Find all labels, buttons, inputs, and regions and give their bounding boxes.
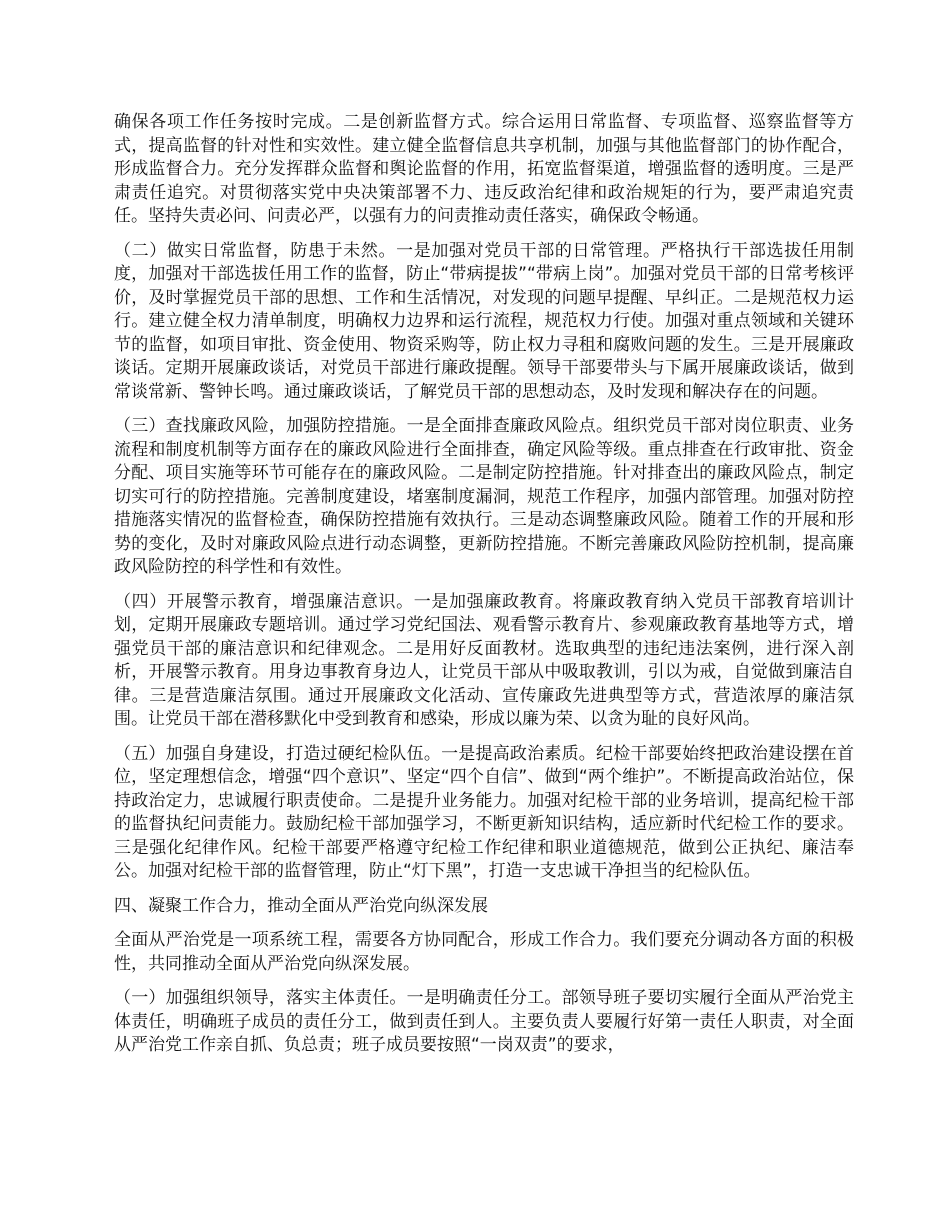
section-heading: 四、凝聚工作合力，推动全面从严治党向纵深发展 [114,895,488,916]
paragraph-organizational-leadership: （一）加强组织领导，落实主体责任。一是明确责任分工。部领导班子要切实履行全面从严治党主体责任，明确班子成员的责任分工，做到责任到人。主要负责人要履行好第一责任人职责，对全面从严治党工作亲自抓、负总责；班子成员要按照“一岗双责”的要求， [114,988,854,1055]
paragraph-warning-education: （四）开展警示教育，增强廉洁意识。一是加强廉政教育。将廉政教育纳入党员干部教育培训计划，定期开展廉政专题培训。通过学习党纪国法、观看警示教育片、参观廉政教育基地等方式，增强党员干部的廉洁意识和纪律观念。二是用好反面教材。选取典型的违纪违法案例，进行深入剖析，开展警示教育。用身边事教育身边人，让党员干部从中吸取教训，引以为戒，自觉做到廉洁自律。三是营造廉洁氛围。通过开展廉政文化活动、宣传廉政先进典型等方式，营造浓厚的廉洁氛围。让党员干部在潜移默化中受到教育和感染，形成以廉为荣、以贪为耻的良好风尚。 [114,591,854,729]
document-body [114,111,854,1069]
paragraph-self-construction: （五）加强自身建设，打造过硬纪检队伍。一是提高政治素质。纪检干部要始终把政治建设摆在首位，坚定理想信念，增强“四个意识”、坚定“四个自信”、做到“两个维护”。不断提高政治站位，保持政治定力，忠诚履行职责使命。二是提升业务能力。加强对纪检干部的业务培训，提高纪检干部的监督执纪问责能力。鼓励纪检干部加强学习，不断更新知识结构，适应新时代纪检工作的要求。三是强化纪律作风。纪检干部要严格遵守纪检工作纪律和职业道德规范，做到公正执纪、廉洁奉公。加强对纪检干部的监督管理，防止“灯下黑”，打造一支忠诚干净担当的纪检队伍。 [114,743,854,881]
paragraph-supervision-methods: 确保各项工作任务按时完成。二是创新监督方式。综合运用日常监督、专项监督、巡察监督等方式，提高监督的针对性和实效性。建立健全监督信息共享机制，加强与其他监督部门的协作配合，形成监督合力。充分发挥群众监督和舆论监督的作用，拓宽监督渠道，增强监督的透明度。三是严肃责任追究。对贯彻落实党中央决策部署不力、违反政治纪律和政治规矩的行为，要严肃追究责任。坚持失责必问、问责必严，以强有力的问责推动责任落实，确保政令畅通。 [114,112,854,226]
paragraph-section-intro: 全面从严治党是一项系统工程，需要各方协同配合，形成工作合力。我们要充分调动各方面的积极性，共同推动全面从严治党向纵深发展。 [114,930,854,974]
paragraph-daily-supervision: （二）做实日常监督，防患于未然。一是加强对党员干部的日常管理。严格执行干部选拔任用制度，加强对干部选拔任用工作的监督，防止“带病提拔”“带病上岗”。加强对党员干部的日常考核评价，及时掌握党员干部的思想、工作和生活情况，对发现的问题早提醒、早纠正。二是规范权力运行。建立健全权力清单制度，明确权力边界和运行流程，规范权力行使。加强对重点领域和关键环节的监督，如项目审批、资金使用、物资采购等，防止权力寻租和腐败问题的发生。三是开展廉政谈话。定期开展廉政谈话，对党员干部进行廉政提醒。领导干部要带头与下属开展廉政谈话，做到常谈常新、警钟长鸣。通过廉政谈话，了解党员干部的思想动态，及时发现和解决存在的问题。 [114,240,854,402]
paragraph-integrity-risk: （三）查找廉政风险，加强防控措施。一是全面排查廉政风险点。组织党员干部对岗位职责、业务流程和制度机制等方面存在的廉政风险进行全面排查，确定风险等级。重点排查在行政审批、资金分配、项目实施等环节可能存在的廉政风险。二是制定防控措施。针对排查出的廉政风险点，制定切实可行的防控措施。完善制度建设，堵塞制度漏洞，规范工作程序，加强内部管理。加强对防控措施落实情况的监督检查，确保防控措施有效执行。三是动态调整廉政风险。随着工作的开展和形势的变化，及时对廉政风险点进行动态调整，更新防控措施。不断完善廉政风险防控机制，提高廉政风险防控的科学性和有效性。 [114,416,854,577]
